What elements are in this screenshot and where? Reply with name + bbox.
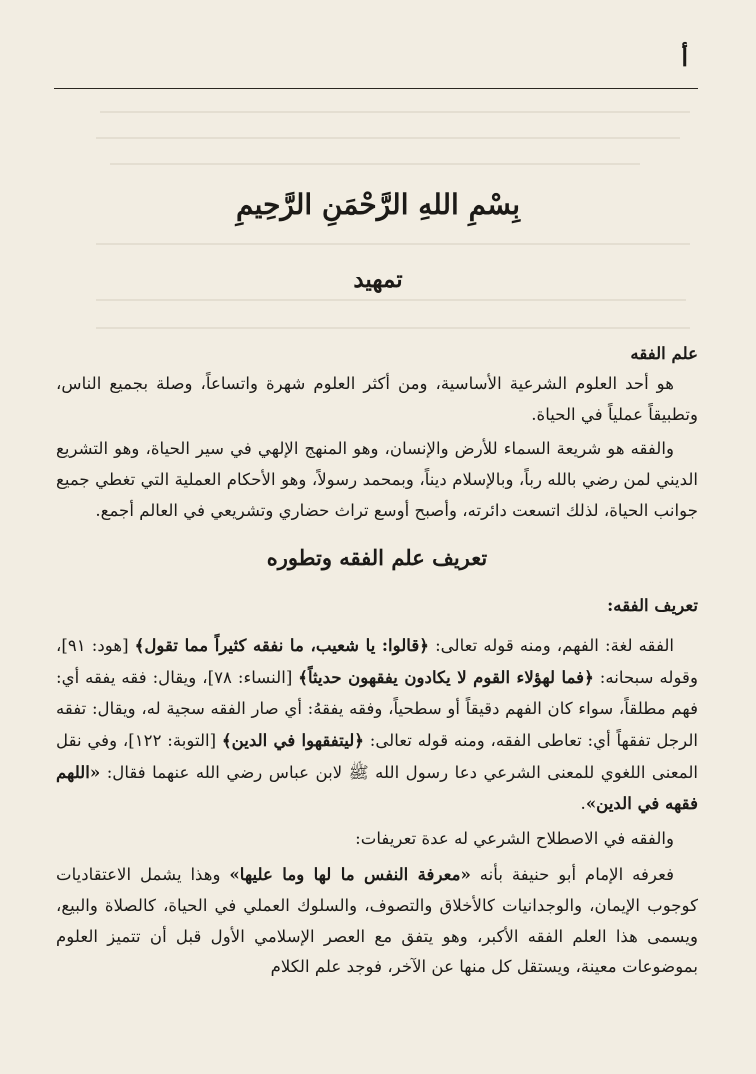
paragraph-technical-definition: والفقه في الاصطلاح الشرعي له عدة تعريفات: [355, 829, 674, 849]
text-run: وهذا يشمل الاعتقاديات كوجوب الإيمان، والوجدانيات كالأخلاق والتصوف، والسلوك العملي في الحياة، كالصلاة والبيع، ويسمى هذا العلم الفقه الأكبر، وهو يتفق مع العصر الإسلامي الأول قبل أن تتميز العلوم بموضوعات معينة، ويستقل كل منها عن الآخر، فوجد علم الكلام [56, 864, 698, 977]
text-run: [النساء: ٧٨]، ويقال: فقه يفقه أي: فهم مطلقاً، سواء كان الفهم دقيقاً أو سطحياً، وفقه يفقهُ: أي صار الفقه سجية له، ويقال: تفقه الرجل تفقهاً أي: تعاطى الفقه، ومنه قوله تعالى: [56, 668, 698, 750]
page-number: أ [681, 43, 688, 72]
text-run: [هود: ٩١]، وقوله سبحانه: [56, 636, 698, 688]
quran-verse: ﴿ليتفقهوا في الدين﴾ [221, 729, 364, 750]
paragraph-2: والفقه هو شريعة السماء للأرض والإنسان، وهو المنهج الإلهي في سير الحياة، وهو التشريع الديني لمن رضي بالله رباً، وبالإسلام ديناً، وبمحمد رسولاً، وهو الأحكام العملية التي تغطي جميع جوانب الحياة، لذلك اتسعت دائرته، وأصبح أوسع تراث حضاري وتشريعي في العالم أجمع. [56, 439, 698, 520]
quoted-definition: «معرفة النفس ما لها وما عليها» [229, 863, 471, 884]
text-run: فعرفه الإمام أبو حنيفة بأنه [470, 864, 675, 884]
paragraph-1: هو أحد العلوم الشرعية الأساسية، ومن أكثر العلوم شهرة واتساعاً، وصلة بجميع الناس، وتطبيقاً عملياً في الحياة. [56, 373, 698, 424]
paragraph-linguistic-definition [56, 630, 698, 820]
heading-fiqh-definition-development: تعريف علم الفقه وتطوره [266, 544, 488, 570]
section-heading-tamheed: تمهيد [353, 266, 403, 293]
paragraph-abu-hanifa-definition [56, 859, 698, 983]
subheading-ilm-al-fiqh: علم الفقه [630, 343, 698, 363]
text-run: [التوبة: ١٢٢]، وفي نقل المعنى اللغوي للمعنى الشرعي دعا رسول الله ﷺ لابن عباس رضي الله عنهما فقال: [56, 730, 698, 782]
main-text [56, 338, 698, 983]
basmala: بِسْمِ اللهِ الرَّحْمَنِ الرَّحِيمِ [236, 188, 520, 221]
quran-verse: ﴿قالوا: يا شعيب، ما نفقه كثيراً مما تقول﴾ [134, 635, 429, 656]
quran-verse: ﴿فما لهؤلاء القوم لا يكادون يفقهون حديثاً﴾ [298, 667, 594, 688]
header-rule [54, 88, 698, 89]
text-run: . [580, 794, 586, 814]
hadith-quote: «اللهم فقهه في الدين» [56, 761, 698, 814]
text-run: الفقه لغة: الفهم، ومنه قوله تعالى: [429, 636, 675, 656]
subheading-fiqh-definition: تعريف الفقه: [607, 594, 698, 615]
